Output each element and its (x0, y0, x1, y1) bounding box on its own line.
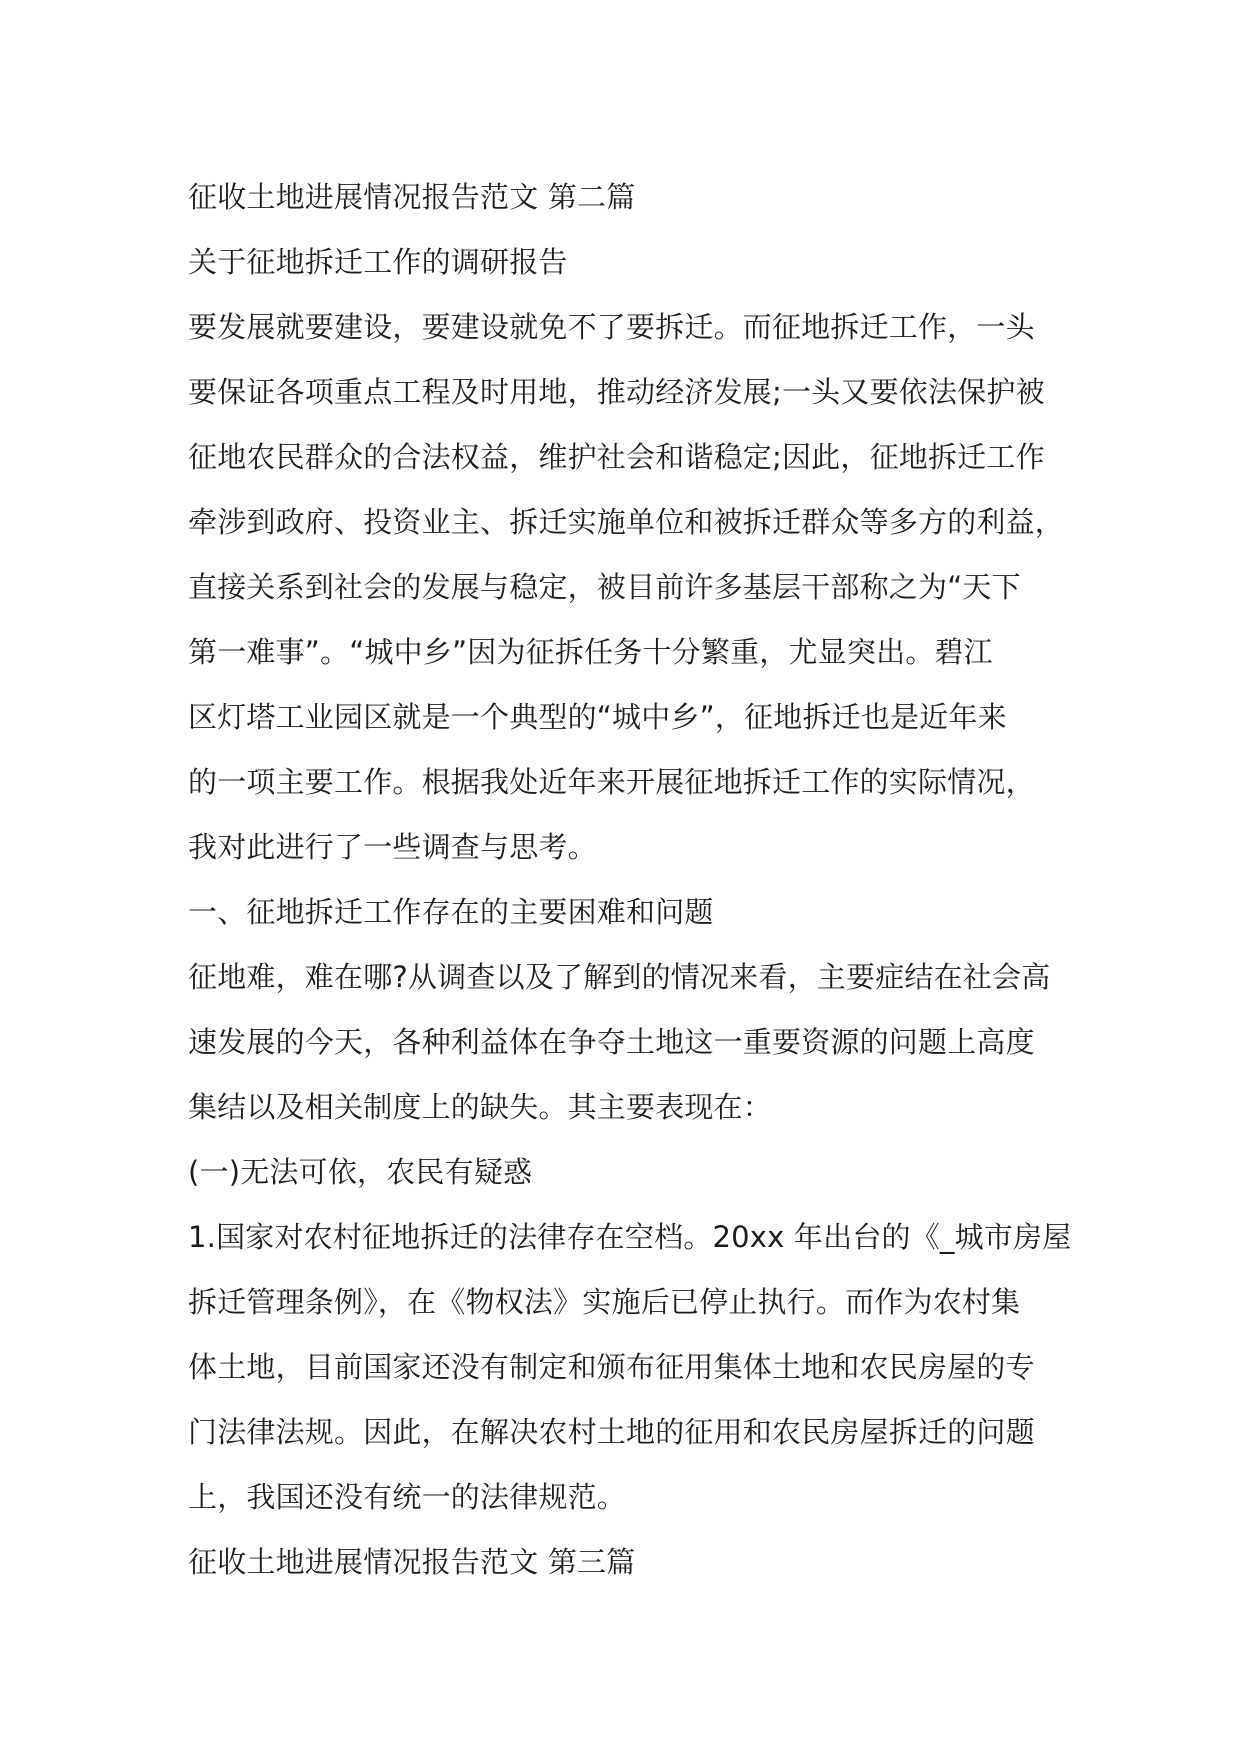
paragraph-line: 要发展就要建设，要建设就免不了要拆迁。而征地拆迁工作，一头 (188, 310, 1035, 344)
document-body (188, 165, 1088, 1595)
document-title-2: 征收土地进展情况报告范文 第二篇 (188, 180, 636, 214)
paragraph-line: 门法律法规。因此，在解决农村土地的征用和农民房屋拆迁的问题 (188, 1415, 1035, 1449)
subsection-heading: (一)无法可依，农民有疑惑 (188, 1155, 533, 1189)
paragraph-line: 1.国家对农村征地拆迁的法律存在空档。20xx 年出台的《_城市房屋 (188, 1220, 1072, 1254)
paragraph-line: 征地农民群众的合法权益，维护社会和谐稳定;因此，征地拆迁工作 (188, 440, 1045, 474)
paragraph-line: 体土地，目前国家还没有制定和颁布征用集体土地和农民房屋的专 (188, 1350, 1035, 1384)
paragraph-line: 集结以及相关制度上的缺失。其主要表现在： (188, 1090, 773, 1124)
paragraph-line: 拆迁管理条例》，在《物权法》实施后已停止执行。而作为农村集 (188, 1285, 1021, 1319)
paragraph-line: 征地难，难在哪?从调查以及了解到的情况来看，主要症结在社会高 (188, 960, 1051, 994)
report-title: 关于征地拆迁工作的调研报告 (188, 245, 568, 279)
paragraph-line: 我对此进行了一些调查与思考。 (188, 830, 597, 864)
section-heading: 一、征地拆迁工作存在的主要困难和问题 (188, 895, 714, 929)
paragraph-line: 速发展的今天，各种利益体在争夺土地这一重要资源的问题上高度 (188, 1025, 1035, 1059)
paragraph-line: 第一难事”。“城中乡”因为征拆任务十分繁重，尤显突出。碧江 (188, 635, 993, 669)
paragraph-line: 区灯塔工业园区就是一个典型的“城中乡”，征地拆迁也是近年来 (188, 700, 1007, 734)
paragraph-line: 直接关系到社会的发展与稳定，被目前许多基层干部称之为“天下 (188, 570, 1021, 604)
document-title-3: 征收土地进展情况报告范文 第三篇 (188, 1545, 636, 1579)
paragraph-line: 的一项主要工作。根据我处近年来开展征地拆迁工作的实际情况， (188, 765, 1035, 799)
paragraph-line: 上，我国还没有统一的法律规范。 (188, 1480, 627, 1514)
paragraph-line: 要保证各项重点工程及时用地，推动经济发展;一头又要依法保护被 (188, 375, 1045, 409)
paragraph-line: 牵涉到政府、投资业主、拆迁实施单位和被拆迁群众等多方的利益， (188, 505, 1065, 539)
